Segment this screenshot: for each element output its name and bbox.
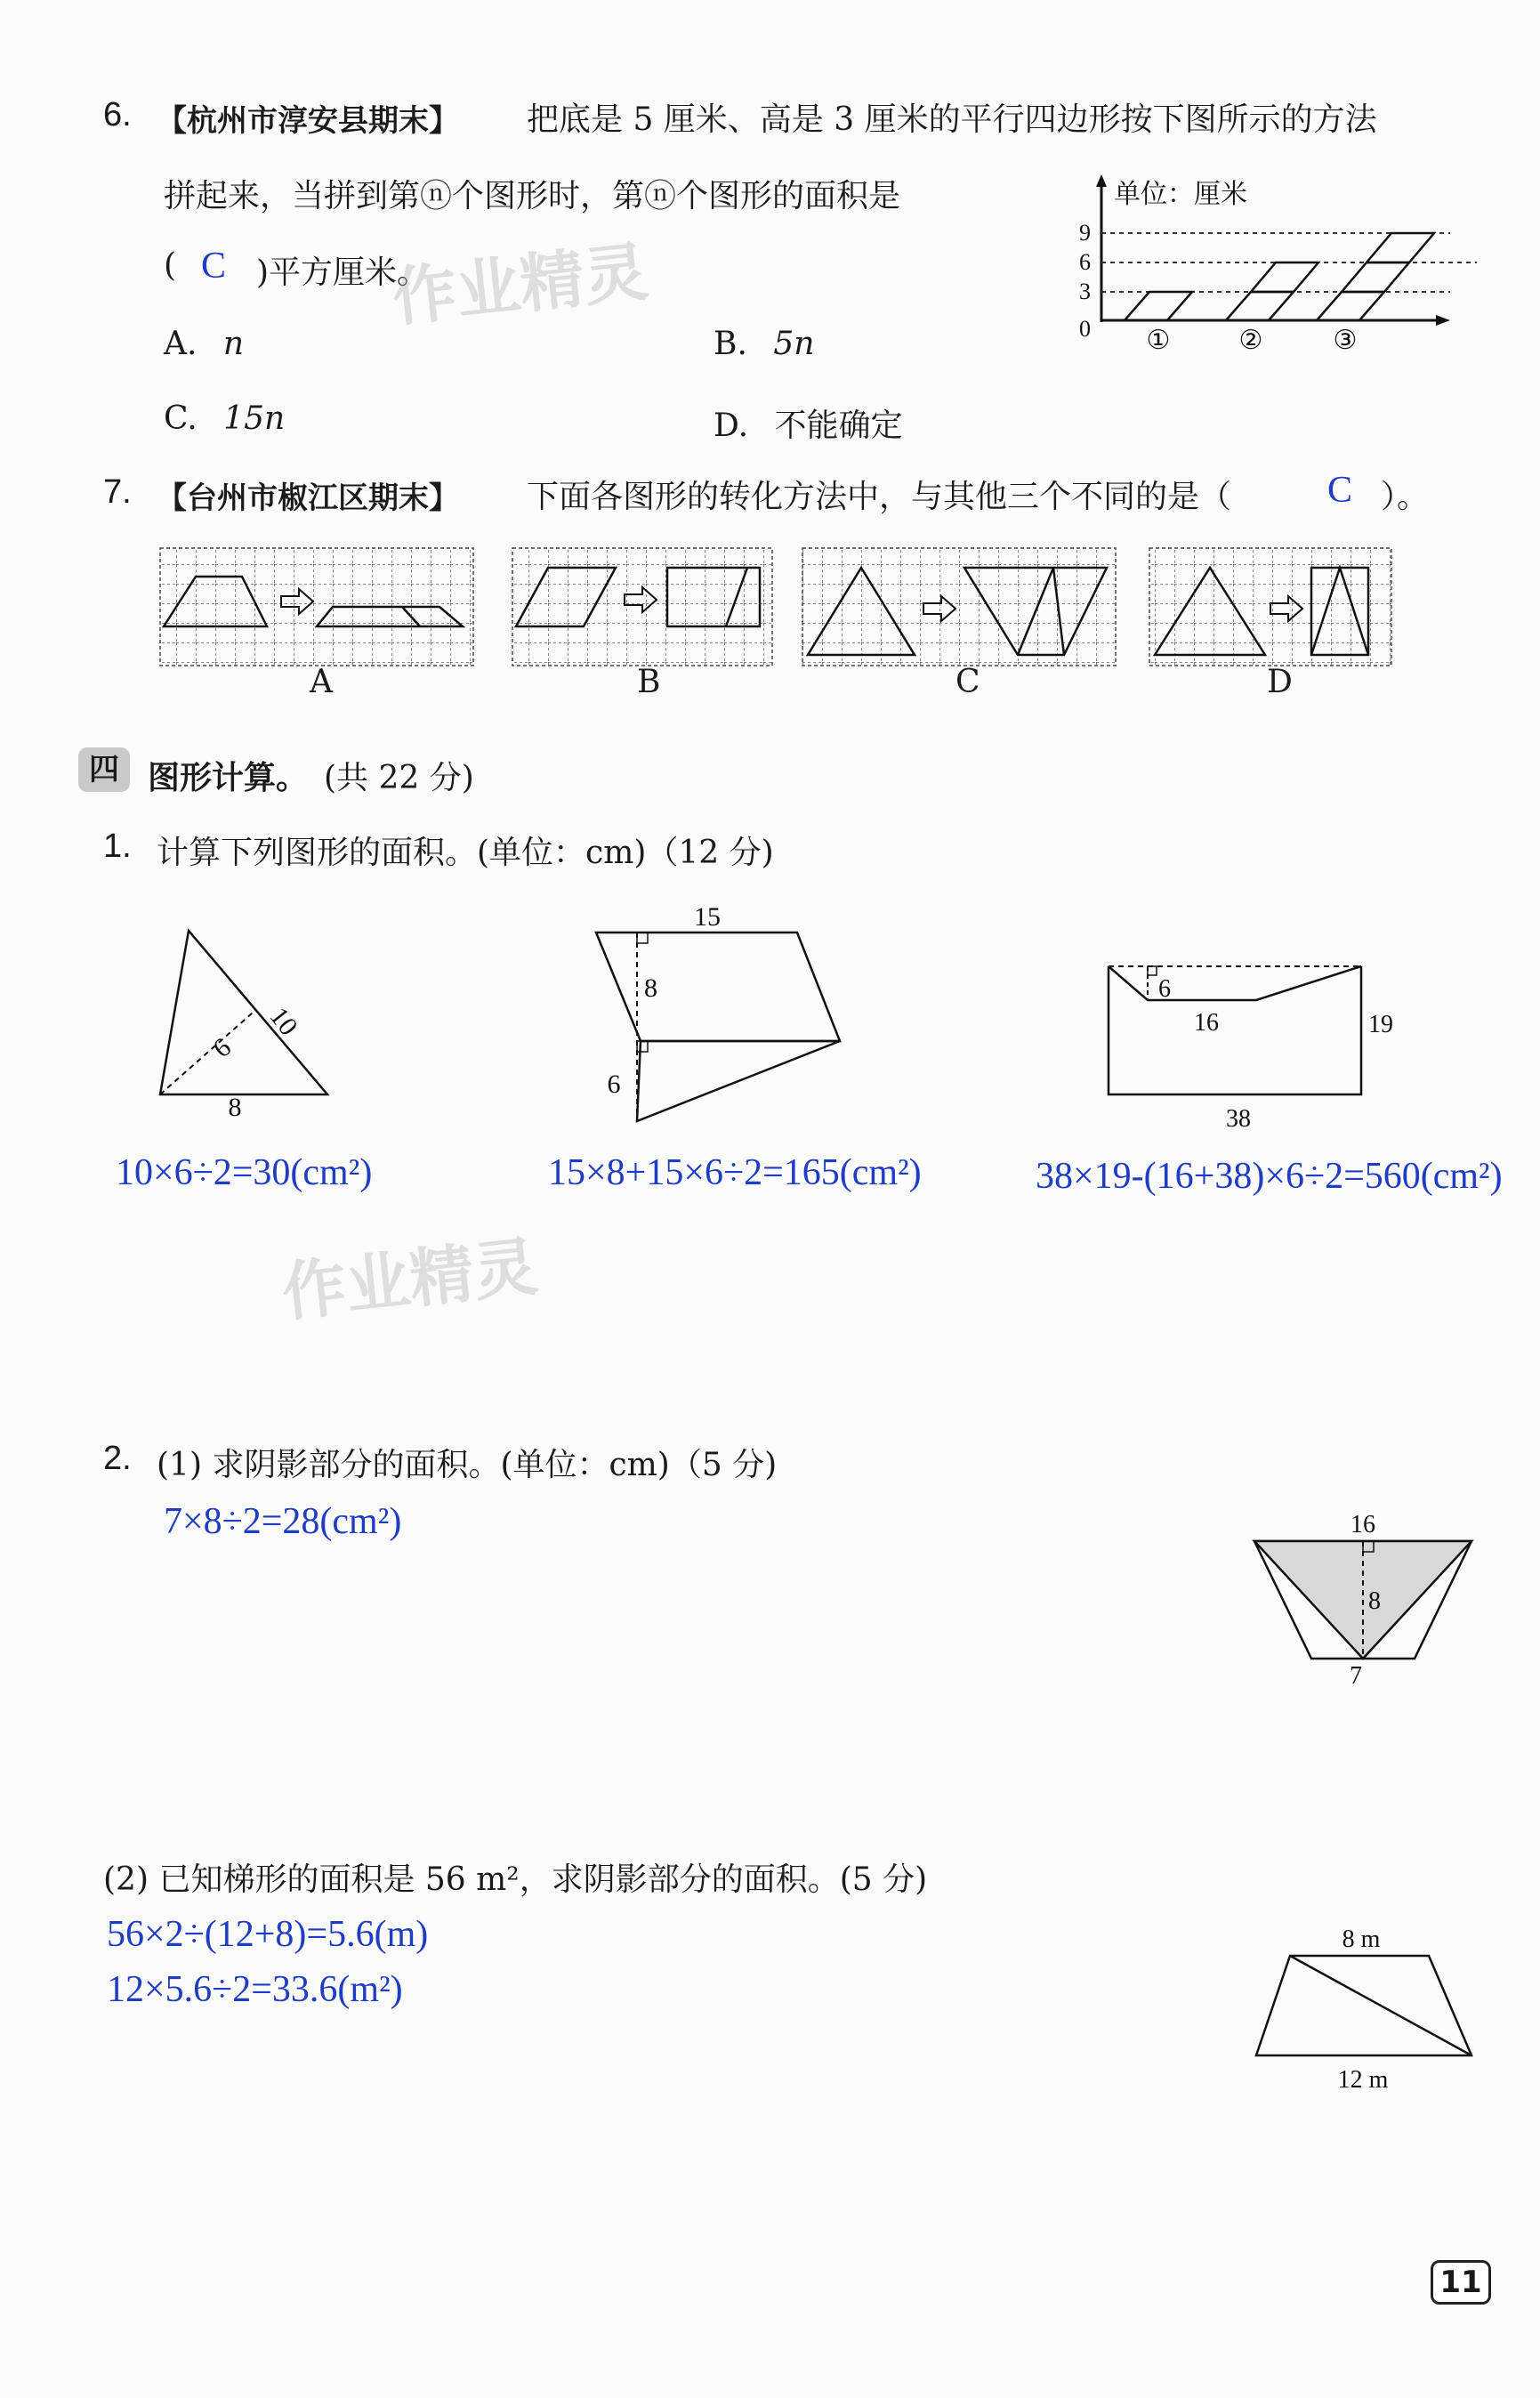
watermark: 作业精灵	[278, 1229, 542, 1330]
q6-line2: 拼起来，当拼到第ⓝ个图形时，第ⓝ个图形的面积是	[164, 178, 901, 214]
parallelogram-3b	[1342, 262, 1409, 292]
option-text: n	[222, 326, 245, 362]
option-letter: B.	[714, 326, 747, 362]
q7-text: 下面各图形的转化方法中，与其他三个不同的是（	[527, 479, 1232, 515]
parallelogram	[596, 933, 840, 1041]
label-15: 15	[694, 902, 721, 932]
p2-part2-answer-2: 12×5.6÷2=33.6(m²)	[107, 1969, 403, 2010]
p2-part1-answer: 7×8÷2=28(cm²)	[164, 1501, 402, 1542]
q6-blank-close: )平方厘米。	[256, 254, 430, 291]
q6-number: 6.	[103, 96, 132, 133]
label-12m: 12 m	[1337, 2066, 1389, 2094]
q7-label-a: A	[310, 664, 333, 700]
height-line	[160, 1013, 253, 1094]
label-16: 16	[1351, 1511, 1375, 1538]
right-angle-mark	[637, 1041, 648, 1052]
unit-label: 单位：厘米	[1114, 180, 1247, 209]
q6-source: 【杭州市淳安县期末】	[157, 103, 459, 139]
section-score: (共 22 分)	[324, 760, 474, 796]
q7-label-c: C	[955, 664, 980, 700]
rectangle	[1109, 966, 1361, 1094]
q6-parallelogram-figure	[1076, 171, 1486, 367]
shape-label-2: ②	[1238, 326, 1263, 355]
q7-transform-figures	[157, 545, 1402, 705]
p1-composite-figure	[569, 899, 863, 1139]
option-letter: C.	[164, 400, 198, 437]
parallelogram-2a	[1226, 292, 1294, 320]
section-badge: 四	[78, 747, 130, 792]
tick-0: 0	[1079, 316, 1091, 342]
parallelogram-3a	[1317, 292, 1384, 320]
option-b-figure	[512, 548, 772, 666]
y-axis-arrow	[1096, 174, 1107, 187]
shape-label-3: ③	[1333, 326, 1358, 355]
option-d-figure	[1149, 548, 1391, 666]
p1-triangle-figure	[142, 916, 356, 1130]
q6-option-d	[714, 400, 903, 446]
triangle	[637, 1041, 840, 1121]
label-38: 38	[1226, 1105, 1251, 1133]
option-letter: A.	[164, 326, 198, 362]
p2-trapezoid-figure	[1246, 1506, 1486, 1692]
q7-text-end: ）。	[1381, 479, 1430, 515]
section-title: 图形计算。	[148, 760, 309, 796]
label-6: 6	[1158, 975, 1171, 1003]
page-number: 11	[1431, 2260, 1491, 2305]
right-angle-mark	[637, 933, 648, 943]
q6-blank-open: (	[164, 247, 177, 284]
p1-answer-1: 10×6÷2=30(cm²)	[116, 1152, 373, 1193]
p1-answer-3: 38×19-(16+38)×6÷2=560(cm²)	[1036, 1156, 1503, 1197]
label-19: 19	[1368, 1011, 1393, 1038]
option-c-figure	[802, 548, 1116, 666]
tick-9: 9	[1079, 220, 1091, 246]
tick-3: 3	[1079, 279, 1091, 304]
option-text: 5n	[773, 326, 815, 362]
p1-text: 计算下列图形的面积。(单位：cm)（12 分)	[157, 835, 774, 871]
q7-source: 【台州市椒江区期末】	[157, 480, 459, 516]
tick-6: 6	[1079, 249, 1091, 275]
option-text: 15n	[223, 400, 286, 437]
label-7: 7	[1350, 1662, 1362, 1690]
label-6: 6	[207, 1032, 237, 1064]
shape-label-1: ①	[1146, 326, 1171, 355]
q6-line1: 把底是 5 厘米、高是 3 厘米的平行四边形按下图所示的方法	[527, 101, 1377, 138]
trapezoid	[1256, 1956, 1471, 2055]
trapezoid-cut	[1109, 966, 1361, 1000]
q7-label-d: D	[1267, 664, 1293, 700]
diagonal	[1290, 1956, 1471, 2055]
p2-part2-answer-1: 56×2÷(12+8)=5.6(m)	[107, 1914, 429, 1955]
parallelogram-3c	[1367, 233, 1434, 262]
p1-rectangle-figure	[1094, 952, 1393, 1139]
label-6: 6	[607, 1070, 621, 1099]
right-angle-mark	[1148, 966, 1157, 975]
p1-number: 1.	[103, 828, 132, 865]
x-axis-arrow	[1436, 315, 1450, 326]
triangle	[160, 931, 327, 1094]
q6-answer: C	[201, 246, 227, 287]
parallelogram-1	[1125, 292, 1192, 320]
p2-trapezoid-diagonal-figure	[1246, 1913, 1486, 2100]
q7-number: 7.	[103, 473, 132, 511]
q6-option-a	[164, 326, 244, 362]
p2-part2: (2) 已知梯形的面积是 56 m²，求阴影部分的面积。(5 分)	[103, 1861, 928, 1898]
label-8m: 8 m	[1342, 1926, 1381, 1953]
option-letter: D.	[714, 408, 749, 444]
q6-option-c	[164, 400, 285, 437]
q7-label-b: B	[637, 664, 661, 700]
option-text: 不能确定	[774, 408, 903, 444]
q7-answer: C	[1327, 470, 1353, 511]
p2-number: 2.	[103, 1440, 132, 1477]
label-8: 8	[644, 973, 657, 1003]
watermark: 作业精灵	[389, 234, 652, 335]
label-8: 8	[228, 1093, 242, 1122]
label-8: 8	[1368, 1587, 1381, 1615]
p1-answer-2: 15×8+15×6÷2=165(cm²)	[548, 1152, 922, 1193]
parallelogram-2b	[1251, 262, 1318, 292]
p2-part1: (1) 求阴影部分的面积。(单位：cm)（5 分)	[157, 1447, 778, 1483]
label-16: 16	[1194, 1009, 1219, 1037]
label-10: 10	[263, 1001, 303, 1041]
q6-option-b	[714, 326, 814, 362]
option-a-figure	[160, 548, 473, 666]
